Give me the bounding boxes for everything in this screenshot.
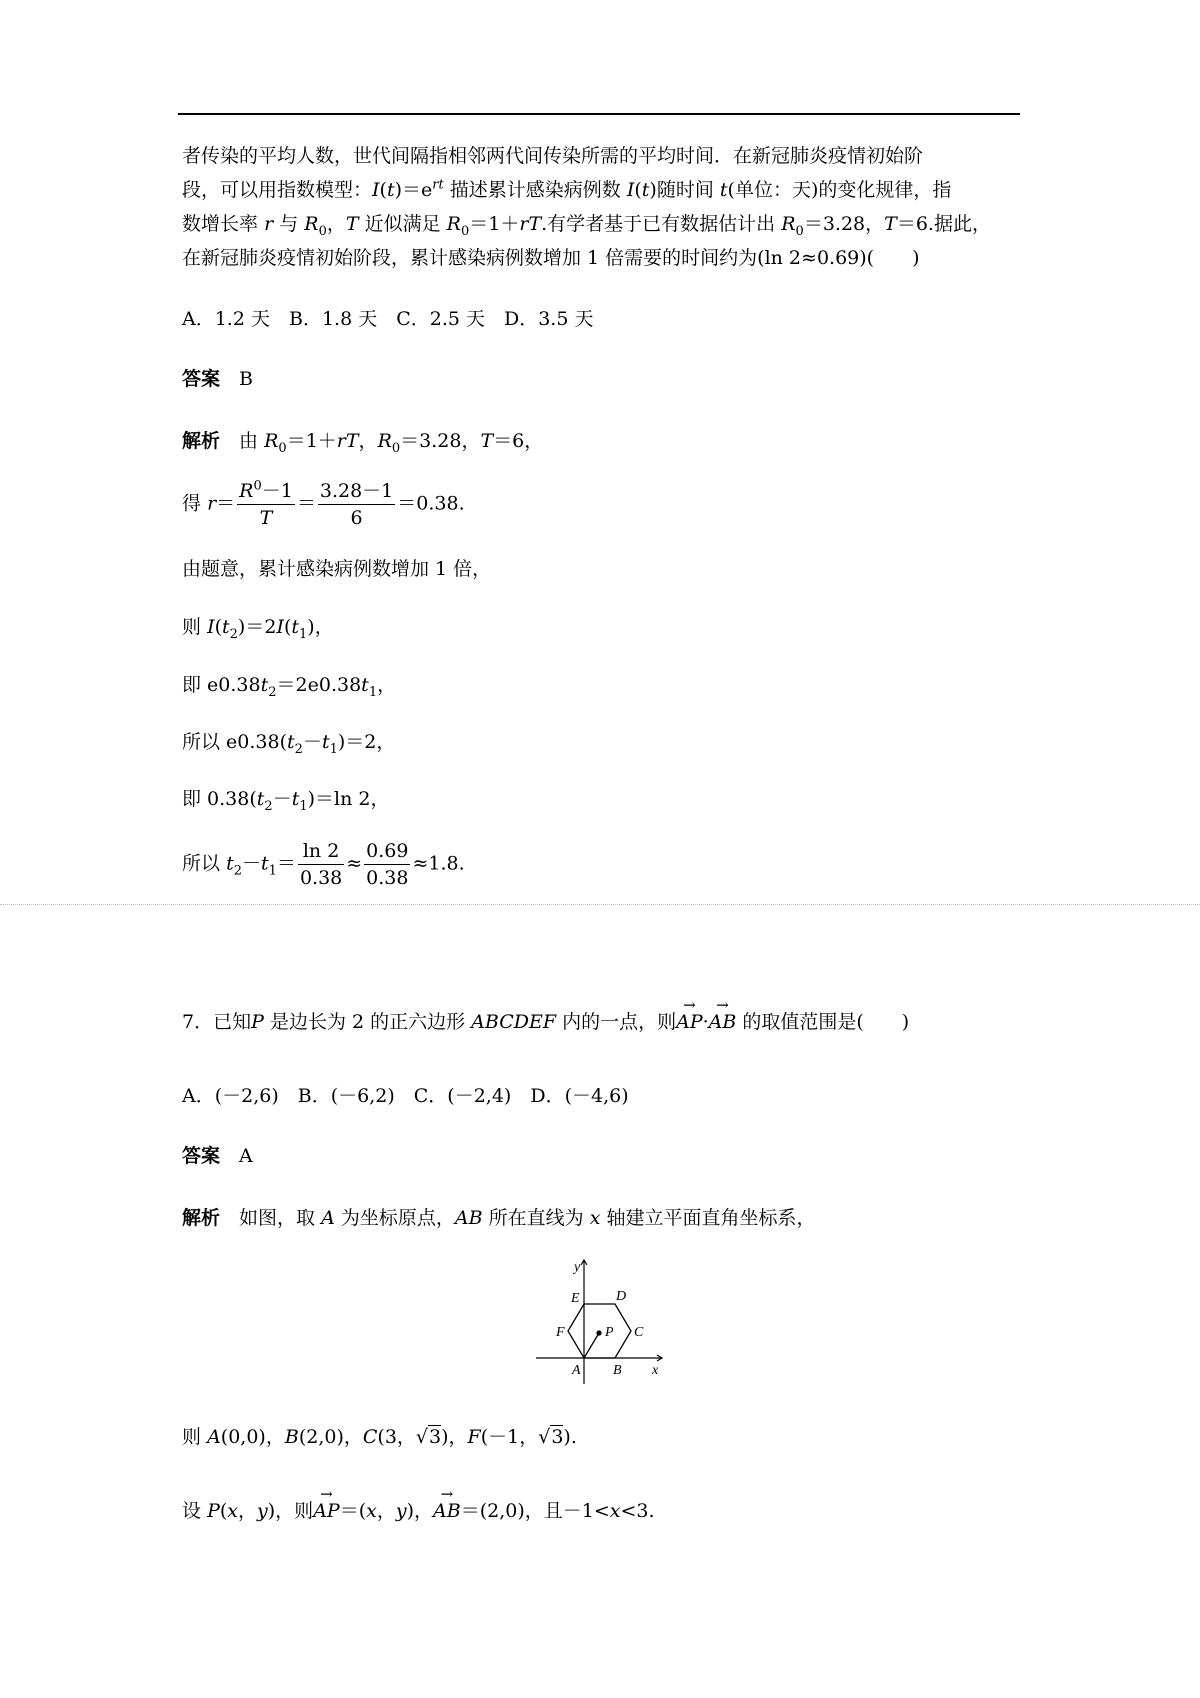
segment-ap (584, 1333, 599, 1358)
text-line (182, 556, 491, 582)
text: 与 (279, 213, 299, 235)
fraction: $\frac{\ln 2}{0.38}$ (299, 840, 343, 889)
text-line (182, 245, 920, 271)
label-p: P (605, 1325, 614, 1340)
header-rule (178, 113, 1020, 115)
page-break-divider (0, 904, 1200, 905)
answer-line (182, 1143, 253, 1169)
options-line (182, 306, 593, 332)
formula-line: 即 $0.38(t_2-t_1)=\ln$ 2， (182, 788, 390, 814)
text: ，则 (275, 1500, 314, 1522)
text: 的取值范围是( ) (742, 1011, 910, 1033)
formula-line: 则 $I(t_2)=2I(t_1)$， (182, 616, 334, 642)
text: (单位：天)的变化规律，指 (727, 179, 952, 201)
text: 有学者基于已有数据估计出 (547, 213, 776, 235)
point-p (596, 1330, 601, 1335)
text: 随时间 (656, 179, 714, 201)
text: 段，可以用指数模型： (182, 179, 373, 201)
formula-line: 所以 $e0.38(t_2-t_1)=2$， (182, 731, 396, 757)
answer-line (182, 366, 253, 392)
hexagon-diagram (536, 1256, 672, 1386)
formula-line: 所以 $t_2-t_1=$ $\frac{\ln 2}{0.38}$ ≈ $\frac{0.69}{0.38}$ ≈1.8. (182, 840, 465, 889)
label-f: F (556, 1325, 565, 1340)
answer-label: 答案 (182, 1145, 221, 1167)
formula-line: 设 P(x，y)，则→ AP＝(x，y)，→ AB＝(2,0)，且－1<x<3. (182, 1498, 655, 1524)
answer-value: B (239, 368, 253, 390)
fraction: $\frac{3.28-1}{6}$ (319, 480, 394, 529)
analysis-line: 解析 如图，取 A 为坐标原点，AB 所在直线为 x 轴建立平面直角坐标系， (182, 1207, 816, 1229)
text: 所以 (182, 852, 221, 875)
text: 由题意，累计感染病例数增加 1 倍， (182, 558, 492, 580)
text: 为坐标原点， (340, 1207, 455, 1229)
label-c: C (634, 1325, 644, 1340)
options: A．(－2,6) B．(－6,2) C．(－2,4) D．(－4,6) (182, 1085, 629, 1107)
analysis-label: 解析 (182, 430, 221, 452)
label-y: y (574, 1260, 581, 1275)
text: 得 (182, 492, 202, 515)
formula-line: 则 A(0,0)，B(2,0)，C(3，√3)，F(－1，√3). (182, 1426, 577, 1448)
text: 如图，取 (239, 1207, 316, 1229)
options: A．1.2 天 B．1.8 天 C．2.5 天 D．3.5 天 (182, 308, 594, 330)
analysis-label: 解析 (182, 1207, 221, 1229)
formula-line: 得 r＝ $\frac{R^0-1}{T}$ ＝ $\frac{3.28-1}{6}$ ＝0.38. (182, 478, 465, 529)
text: 所在直线为 (488, 1207, 584, 1229)
text: 者传染的平均人数，世代间隔指相邻两代间传染所需的平均时间．在新冠肺炎疫情初始阶 (182, 145, 924, 167)
label-d: D (616, 1289, 627, 1304)
text: 由 (239, 430, 259, 452)
text: 设 (182, 1500, 202, 1522)
text: 则 (182, 616, 202, 638)
text-line (182, 143, 923, 169)
text: 据此， (933, 213, 991, 235)
text: 7．已知 (182, 1011, 252, 1033)
options-line (182, 1083, 629, 1109)
formula-line: 即 $e0.38t_2=2e0.38t_1$， (182, 674, 397, 700)
text: ＝0.38. (397, 492, 465, 515)
text: 内的一点，则 (562, 1011, 677, 1033)
text: 数增长率 (182, 213, 259, 235)
text-line: 数增长率 r 与 $R_0$，T 近似满足 $R_0=1+rT$.有学者基于已有数据估计出 $R_0=3.28$，T＝6.据此， (182, 213, 991, 239)
label-a: A (572, 1363, 581, 1378)
text: 所以 (182, 731, 221, 753)
text-line: 段，可以用指数模型：$I(t)=e^{rt}$ 描述累计感染病例数 I(t)随时间 t(单位：天)的变化规律，指 (182, 177, 952, 201)
text: 近似满足 (364, 213, 441, 235)
text: 则 (182, 1426, 202, 1448)
analysis-line: 解析 由 $R_0=1+rT$，$R_0=3.28$，T＝6， (182, 430, 544, 456)
text: 即 (182, 788, 202, 810)
answer-value: A (239, 1145, 253, 1167)
text: ≈1.8. (412, 852, 465, 875)
question-line: 7．已知P 是边长为 2 的正六边形 ABCDEF 内的一点，则→ AP·→ AB 的取值范围是( ) (182, 1009, 909, 1035)
answer-label: 答案 (182, 368, 221, 390)
label-x: x (652, 1363, 659, 1378)
label-e: E (571, 1291, 580, 1306)
hexagon-figure (536, 1256, 672, 1391)
text: 在新冠肺炎疫情初始阶段，累计感染病例数增加 1 倍需要的时间约为(ln 2≈0.69)( ) (182, 247, 920, 269)
text: 是边长为 2 的正六边形 (269, 1011, 466, 1033)
text: 描述累计感染病例数 (449, 179, 621, 201)
fraction: $\frac{R^0-1}{T}$ (239, 478, 293, 529)
text: 轴建立平面直角坐标系， (606, 1207, 816, 1229)
fraction: $\frac{0.69}{0.38}$ (366, 840, 409, 889)
label-b: B (613, 1363, 622, 1378)
text: 即 (182, 674, 202, 696)
